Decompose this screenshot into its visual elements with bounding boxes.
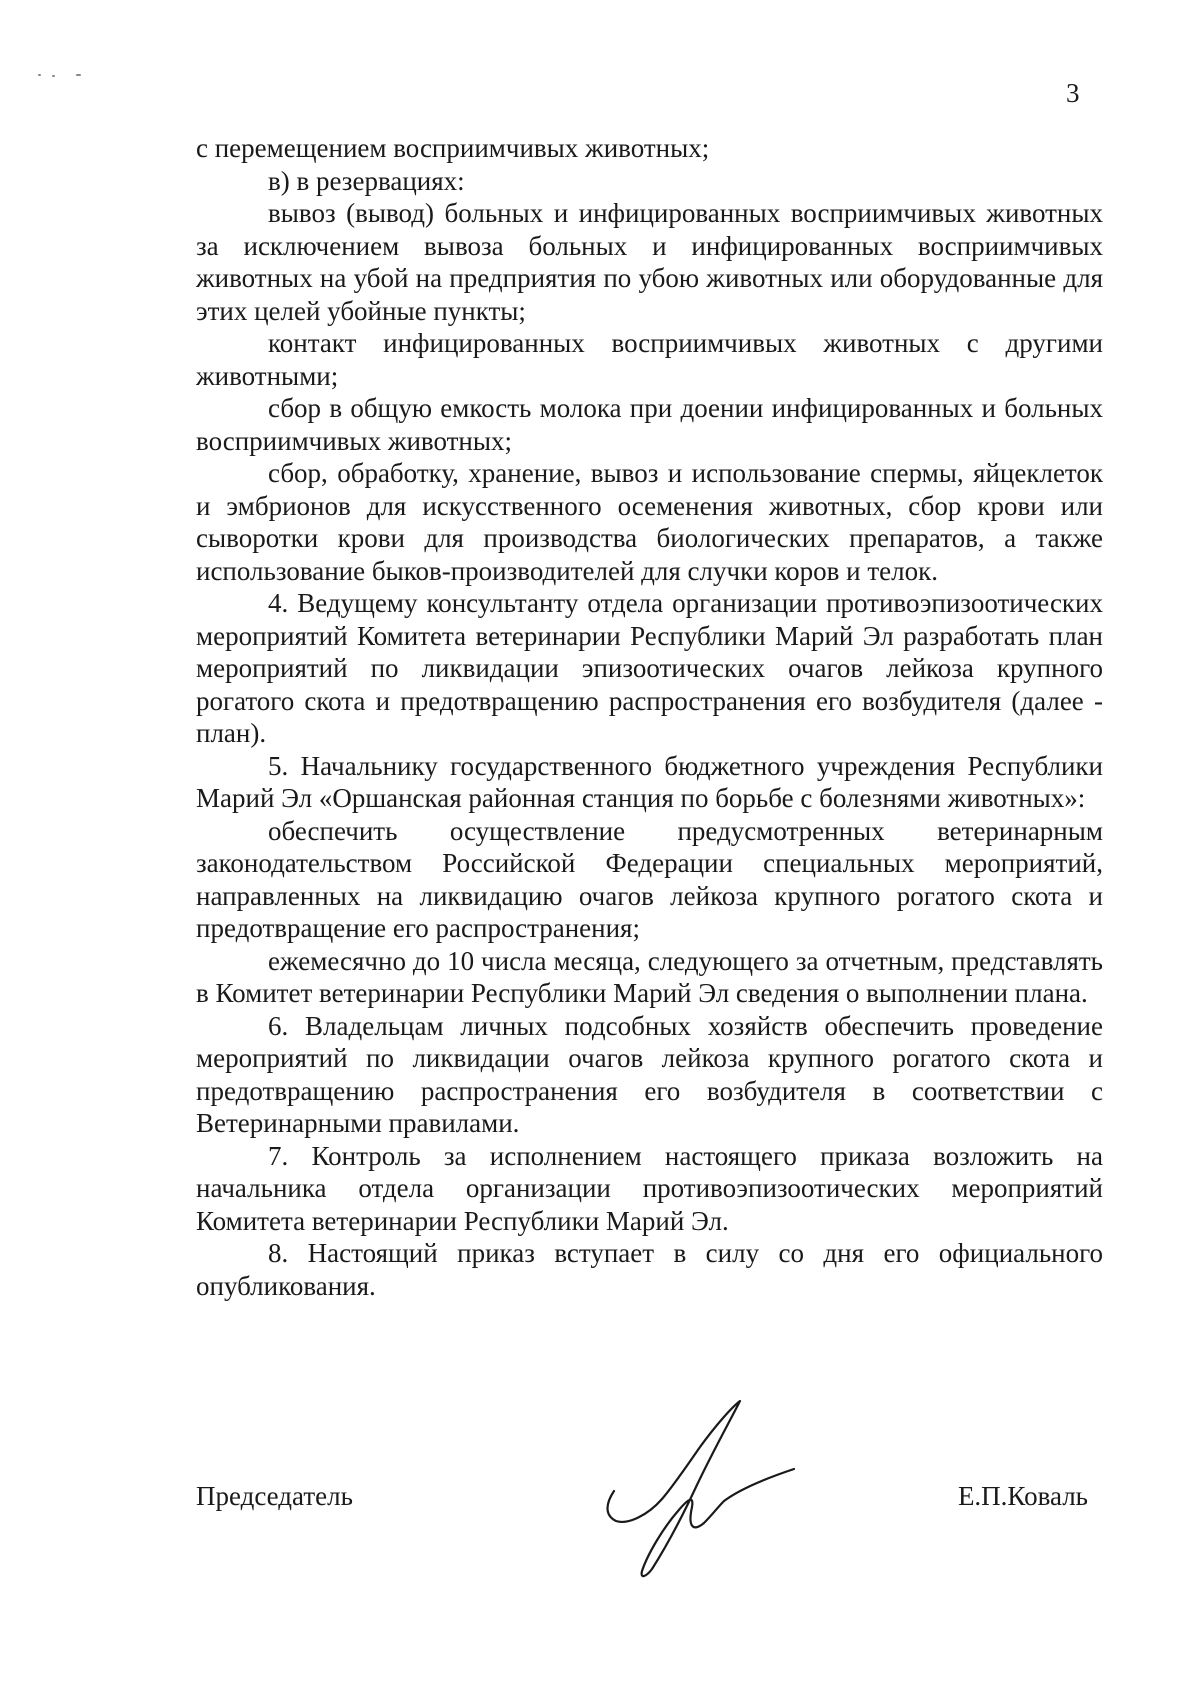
- signatory-name: Е.П.Коваль: [957, 1481, 1088, 1511]
- paragraph: 6. Владельцам личных подсобных хозяйств обеспечить проведение мероприятий по ликвидации очагов лейкоза крупного рогатого скота и предотвращению распространения его возбудителя в соответствии с Ветеринарными правилами.: [196, 1010, 1103, 1138]
- paragraph: ежемесячно до 10 числа месяца, следующего за отчетным, представлять в Комитет ветеринарии Республики Марий Эл сведения о выполнении плана.: [196, 945, 1103, 1008]
- paragraph: 7. Контроль за исполнением настоящего приказа возложить на начальника отдела организации противоэпизоотических мероприятий Комитета ветеринарии Республики Марий Эл.: [196, 1140, 1103, 1236]
- paragraph: 5. Начальнику государственного бюджетного учреждения Республики Марий Эл «Оршанская районная станция по борьбе с болезнями животных»:: [196, 750, 1103, 813]
- paragraph: 8. Настоящий приказ вступает в силу со дня его официального опубликования.: [196, 1238, 1103, 1301]
- page-number: 3: [1066, 78, 1080, 108]
- paragraph: в) в резервациях:: [268, 165, 465, 196]
- scan-speck: [38, 74, 41, 76]
- signatory-title: Председатель: [196, 1481, 353, 1511]
- paragraph: вывоз (вывод) больных и инфицированных восприимчивых животных за исключением вывоза больных и инфицированных восприимчивых животных на убой на предприятия по убою животных или оборудованные для этих целей убойные пункты;: [196, 198, 1103, 326]
- paragraph: сбор, обработку, хранение, вывоз и использование спермы, яйцеклеток и эмбрионов для искусственного осеменения животных, сбор крови или сыворотки крови для производства биологических препаратов, а также использование быков-производителей для случки коров и телок.: [196, 458, 1103, 586]
- paragraph: 4. Ведущему консультанту отдела организации противоэпизоотических мероприятий Комитета ветеринарии Республики Марий Эл разработать план мероприятий по ликвидации эпизоотических очагов лейкоза крупного рогатого скота и предотвращению распространения его возбудителя (далее - план).: [196, 588, 1103, 748]
- paragraph: контакт инфицированных восприимчивых животных с другими животными;: [196, 328, 1103, 391]
- paragraph: с перемещением восприимчивых животных;: [196, 133, 710, 163]
- document-body: [196, 132, 1103, 1302]
- paragraph: обеспечить осуществление предусмотренных ветеринарным законодательством Российской Федерации специальных мероприятий, направленных на ликвидацию очагов лейкоза крупного рогатого скота и предотвращение его распространения;: [196, 815, 1103, 943]
- scan-speck: [76, 74, 81, 76]
- paragraph: сбор в общую емкость молока при доении инфицированных и больных восприимчивых животных;: [196, 393, 1103, 456]
- scan-speck: [52, 75, 55, 77]
- handwritten-signature-icon: [600, 1395, 810, 1585]
